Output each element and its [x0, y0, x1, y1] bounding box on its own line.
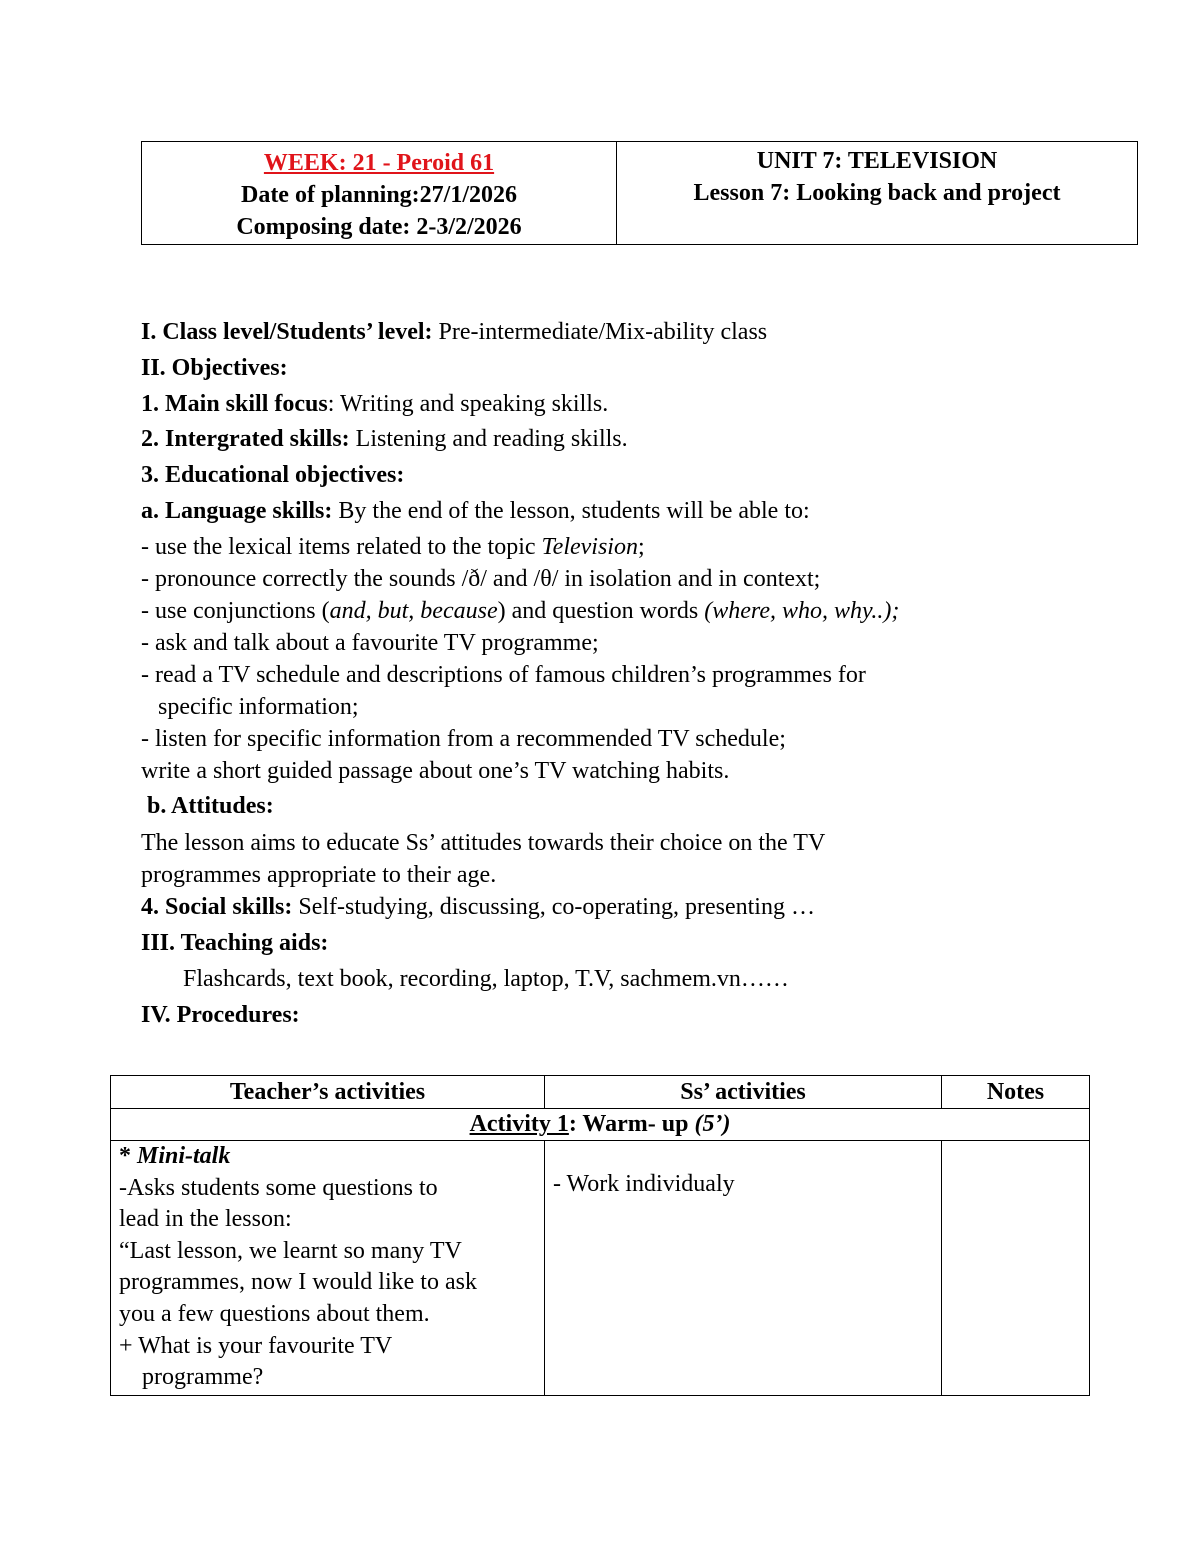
main-skill-line: 1. Main skill focus: Writing and speaking skills.: [141, 391, 609, 417]
teaching-aids-text: Flashcards, text book, recording, laptop, T.V, sachmem.vn……: [183, 966, 789, 992]
lesson-body: [141, 316, 1101, 1031]
table-row: [111, 1141, 1090, 1396]
table-header-row: [111, 1076, 1090, 1109]
teacher-activity-cell: * Mini-talk -Asks students some questions to lead in the lesson: “Last lesson, we learnt so many TV programmes, now I would like to ask you a few questions about them. + What is your favourite TV programme?: [111, 1141, 545, 1396]
bullet-conjunctions: - use conjunctions (and, but, because) and question words (where, who, why..);: [141, 598, 900, 624]
objectives-heading: II. Objectives:: [141, 355, 288, 381]
lesson-header-table: [141, 141, 1138, 245]
bullet-read-schedule-cont: specific information;: [158, 694, 359, 720]
social-skills-line: 4. Social skills: Self-studying, discussing, co-operating, presenting …: [141, 894, 815, 920]
teaching-aids-heading: III. Teaching aids:: [141, 930, 329, 956]
bullet-lexical: - use the lexical items related to the topic Television;: [141, 534, 645, 560]
bullet-read-schedule: - read a TV schedule and descriptions of famous children’s programmes for: [141, 662, 866, 688]
header-teacher-activities: Teacher’s activities: [111, 1076, 545, 1109]
date-of-planning: Date of planning:27/1/2026: [240, 182, 518, 208]
notes-cell: [942, 1141, 1090, 1396]
procedures-heading: IV. Procedures:: [141, 1002, 300, 1028]
mini-talk-label: * Mini-talk: [119, 1143, 231, 1169]
header-notes: Notes: [942, 1076, 1090, 1109]
header-ss-activities: Ss’ activities: [545, 1076, 942, 1109]
week-period: WEEK: 21 - Peroid 61: [263, 150, 495, 176]
language-skills-line: a. Language skills: By the end of the lesson, students will be able to:: [141, 498, 810, 524]
bullet-ask-talk: - ask and talk about a favourite TV programme;: [141, 630, 599, 656]
bullet-listen: - listen for specific information from a recommended TV schedule;: [141, 726, 786, 752]
class-level-line: I. Class level/Students’ level: Pre-intermediate/Mix-ability class: [141, 319, 768, 345]
integrated-skills-line: 2. Intergrated skills: Listening and reading skills.: [141, 426, 628, 452]
procedures-table: [110, 1075, 1090, 1396]
activity-row: [111, 1109, 1090, 1141]
lesson-title: Lesson 7: Looking back and project: [693, 180, 1061, 206]
composing-date: Composing date: 2-3/2/2026: [236, 214, 522, 240]
attitudes-text-1: The lesson aims to educate Ss’ attitudes towards their choice on the TV: [141, 830, 826, 856]
student-activity-cell: - Work individualy: [545, 1141, 942, 1396]
attitudes-text-2: programmes appropriate to their age.: [141, 862, 497, 888]
educational-objectives-heading: 3. Educational objectives:: [141, 462, 405, 488]
attitudes-heading: b. Attitudes:: [147, 793, 274, 819]
bullet-write: write a short guided passage about one’s TV watching habits.: [141, 758, 730, 784]
header-left-cell: [142, 142, 617, 245]
bullet-pronounce: - pronounce correctly the sounds /ð/ and /θ/ in isolation and in context;: [141, 566, 821, 592]
header-right-cell: [617, 142, 1138, 245]
unit-title: UNIT 7: TELEVISION: [756, 148, 998, 174]
activity-1-title: Activity 1: Warm- up (5’): [111, 1109, 1090, 1141]
